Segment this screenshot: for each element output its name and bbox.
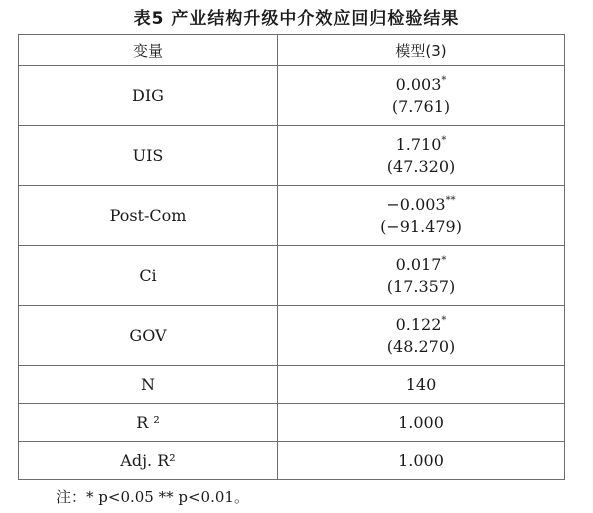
t-statistic: (−91.479) (380, 216, 462, 236)
significance-mark: * (441, 134, 447, 146)
coefficient-cell (278, 306, 565, 366)
significance-mark: ** (445, 194, 456, 206)
t-statistic: (7.761) (391, 96, 451, 116)
table-row (19, 366, 565, 404)
variable-name: UIS (19, 126, 278, 186)
table-header-row (19, 35, 565, 66)
variable-name: GOV (19, 306, 278, 366)
regression-results-table (18, 34, 565, 480)
coefficient-line (278, 134, 564, 156)
table-row (19, 442, 565, 480)
table-row (19, 186, 565, 246)
table-row (19, 66, 565, 126)
table-row (19, 404, 565, 442)
t-statistic: (48.270) (386, 336, 456, 356)
coefficient-value: 0.003 (395, 74, 442, 94)
statistic-name: Adj. R² (19, 442, 278, 480)
significance-mark: * (441, 74, 447, 86)
variable-name: Ci (19, 246, 278, 306)
t-statistic: (17.357) (386, 276, 456, 296)
coefficient-value: −0.003 (386, 194, 446, 214)
variable-name: Post-Com (19, 186, 278, 246)
statistic-value: 140 (278, 366, 565, 404)
coefficient-value: 1.710 (395, 134, 442, 154)
significance-mark: * (441, 314, 447, 326)
table-note: 注：* p<0.05 ** p<0.01。 (56, 488, 249, 506)
coefficient-line (278, 194, 564, 216)
table-row (19, 126, 565, 186)
variable-column-header: 变量 (19, 35, 278, 66)
statistic-value: 1.000 (278, 404, 565, 442)
t-statistic: (47.320) (386, 156, 456, 176)
coefficient-cell (278, 246, 565, 306)
table-row (19, 246, 565, 306)
coefficient-line (278, 254, 564, 276)
statistic-name: R ² (19, 404, 278, 442)
model-column-header: 模型(3) (278, 35, 565, 66)
variable-name: DIG (19, 66, 278, 126)
coefficient-value: 0.122 (395, 314, 442, 334)
coefficient-value: 0.017 (395, 254, 442, 274)
coefficient-cell (278, 186, 565, 246)
coefficient-line (278, 314, 564, 336)
statistic-name: N (19, 366, 278, 404)
coefficient-cell (278, 126, 565, 186)
table-row (19, 306, 565, 366)
table-title: 表5 产业结构升级中介效应回归检验结果 (133, 9, 460, 29)
coefficient-cell (278, 66, 565, 126)
coefficient-line (278, 74, 564, 96)
statistic-value: 1.000 (278, 442, 565, 480)
significance-mark: * (441, 254, 447, 266)
